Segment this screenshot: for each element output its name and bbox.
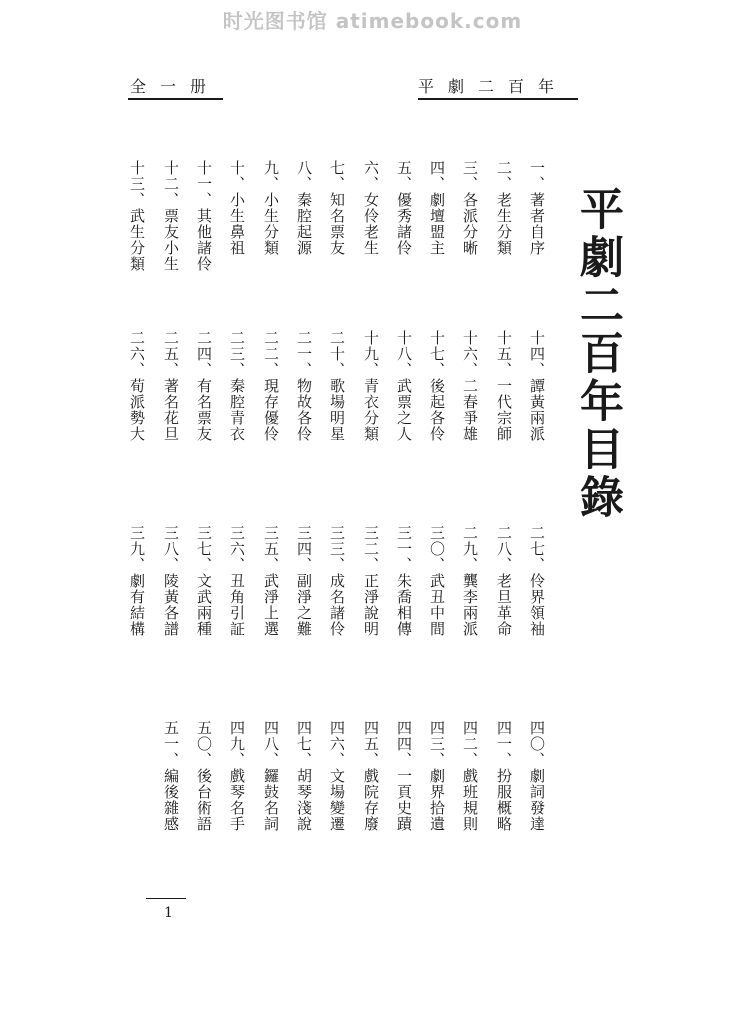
toc-entry: 十二、票友小生 <box>162 160 180 272</box>
header-rule-right <box>418 98 578 100</box>
header-rule-left <box>128 98 223 100</box>
toc-entry: 十四、譚黃兩派 <box>528 330 546 442</box>
toc-entry: 四〇、劇詞發達 <box>528 720 546 832</box>
toc-entry: 二二、現存優伶 <box>262 330 280 442</box>
toc-entry: 十五、一代宗師 <box>495 330 513 442</box>
toc-entry: 三四、副淨之難 <box>295 525 313 637</box>
toc-entry: 八、秦腔起源 <box>295 160 313 256</box>
toc-entry: 二四、有名票友 <box>195 330 213 442</box>
toc-entry: 二十、歌場明星 <box>328 330 346 442</box>
page-title: 平劇二百年目錄 <box>572 186 623 522</box>
running-title: 平劇二百年 <box>418 77 569 96</box>
toc-entry: 四八、鑼鼓名詞 <box>262 720 280 832</box>
toc-entry: 四五、戲院存廢 <box>362 720 380 832</box>
toc-entry: 二六、荀派勢大 <box>128 330 146 442</box>
toc-entry: 三二、正淨說明 <box>362 525 380 637</box>
toc-entry: 二三、秦腔青衣 <box>228 330 246 442</box>
toc-entry: 四一、扮服概略 <box>495 720 513 832</box>
toc-entry: 四六、文場變遷 <box>328 720 346 832</box>
toc-entry: 四四、一頁史蹟 <box>395 720 413 832</box>
toc-entry: 十一、其他諸伶 <box>195 160 213 272</box>
toc-entry: 十、小生鼻祖 <box>228 160 246 256</box>
toc-entry: 二、老生分類 <box>495 160 513 256</box>
toc-entry: 五一、編後雜感 <box>162 720 180 832</box>
toc-entry: 二九、龔李兩派 <box>461 525 479 637</box>
toc-entry: 四二、戲班規則 <box>461 720 479 832</box>
toc-entry: 四三、劇界拾遺 <box>428 720 446 832</box>
toc-entry: 十九、青衣分類 <box>362 330 380 442</box>
toc-entry: 二一、物故各伶 <box>295 330 313 442</box>
page-number: 1 <box>164 905 173 921</box>
toc-entry: 三〇、武丑中間 <box>428 525 446 637</box>
toc-entry: 三一、朱喬相傳 <box>395 525 413 637</box>
toc-entry: 二七、伶界領袖 <box>528 525 546 637</box>
toc-entry: 四七、胡琴淺說 <box>295 720 313 832</box>
toc-entry: 三六、丑角引証 <box>228 525 246 637</box>
toc-entry: 四、劇壇盟主 <box>428 160 446 256</box>
toc-entry: 十三、武生分類 <box>128 160 146 272</box>
toc-entry: 三八、陵黃各譜 <box>162 525 180 637</box>
toc-entry: 十七、後起各伶 <box>428 330 446 442</box>
toc-entry: 三七、文武兩種 <box>195 525 213 637</box>
toc-entry: 十六、二春爭雄 <box>461 330 479 442</box>
toc-entry: 六、女伶老生 <box>362 160 380 256</box>
toc-entry: 十八、武票之人 <box>395 330 413 442</box>
site-watermark: 时光图书馆 atimebook.com <box>222 9 523 33</box>
toc-entry: 三九、劇有結構 <box>128 525 146 637</box>
toc-entry: 三、各派分晰 <box>461 160 479 256</box>
toc-entry: 二八、老旦革命 <box>495 525 513 637</box>
toc-entry: 三三、成名諸伶 <box>328 525 346 637</box>
toc-entry: 二五、著名花旦 <box>162 330 180 442</box>
toc-entry: 五〇、後台術語 <box>195 720 213 832</box>
toc-entry: 一、著者自序 <box>528 160 546 256</box>
volume-label: 全一册 <box>130 77 221 96</box>
toc-entry: 九、小生分類 <box>262 160 280 256</box>
toc-entry: 四九、戲琴名手 <box>228 720 246 832</box>
toc-entry: 五、優秀諸伶 <box>395 160 413 256</box>
page-number-rule <box>146 898 186 899</box>
toc-entry: 七、知名票友 <box>328 160 346 256</box>
toc-entry: 三五、武淨上選 <box>262 525 280 637</box>
